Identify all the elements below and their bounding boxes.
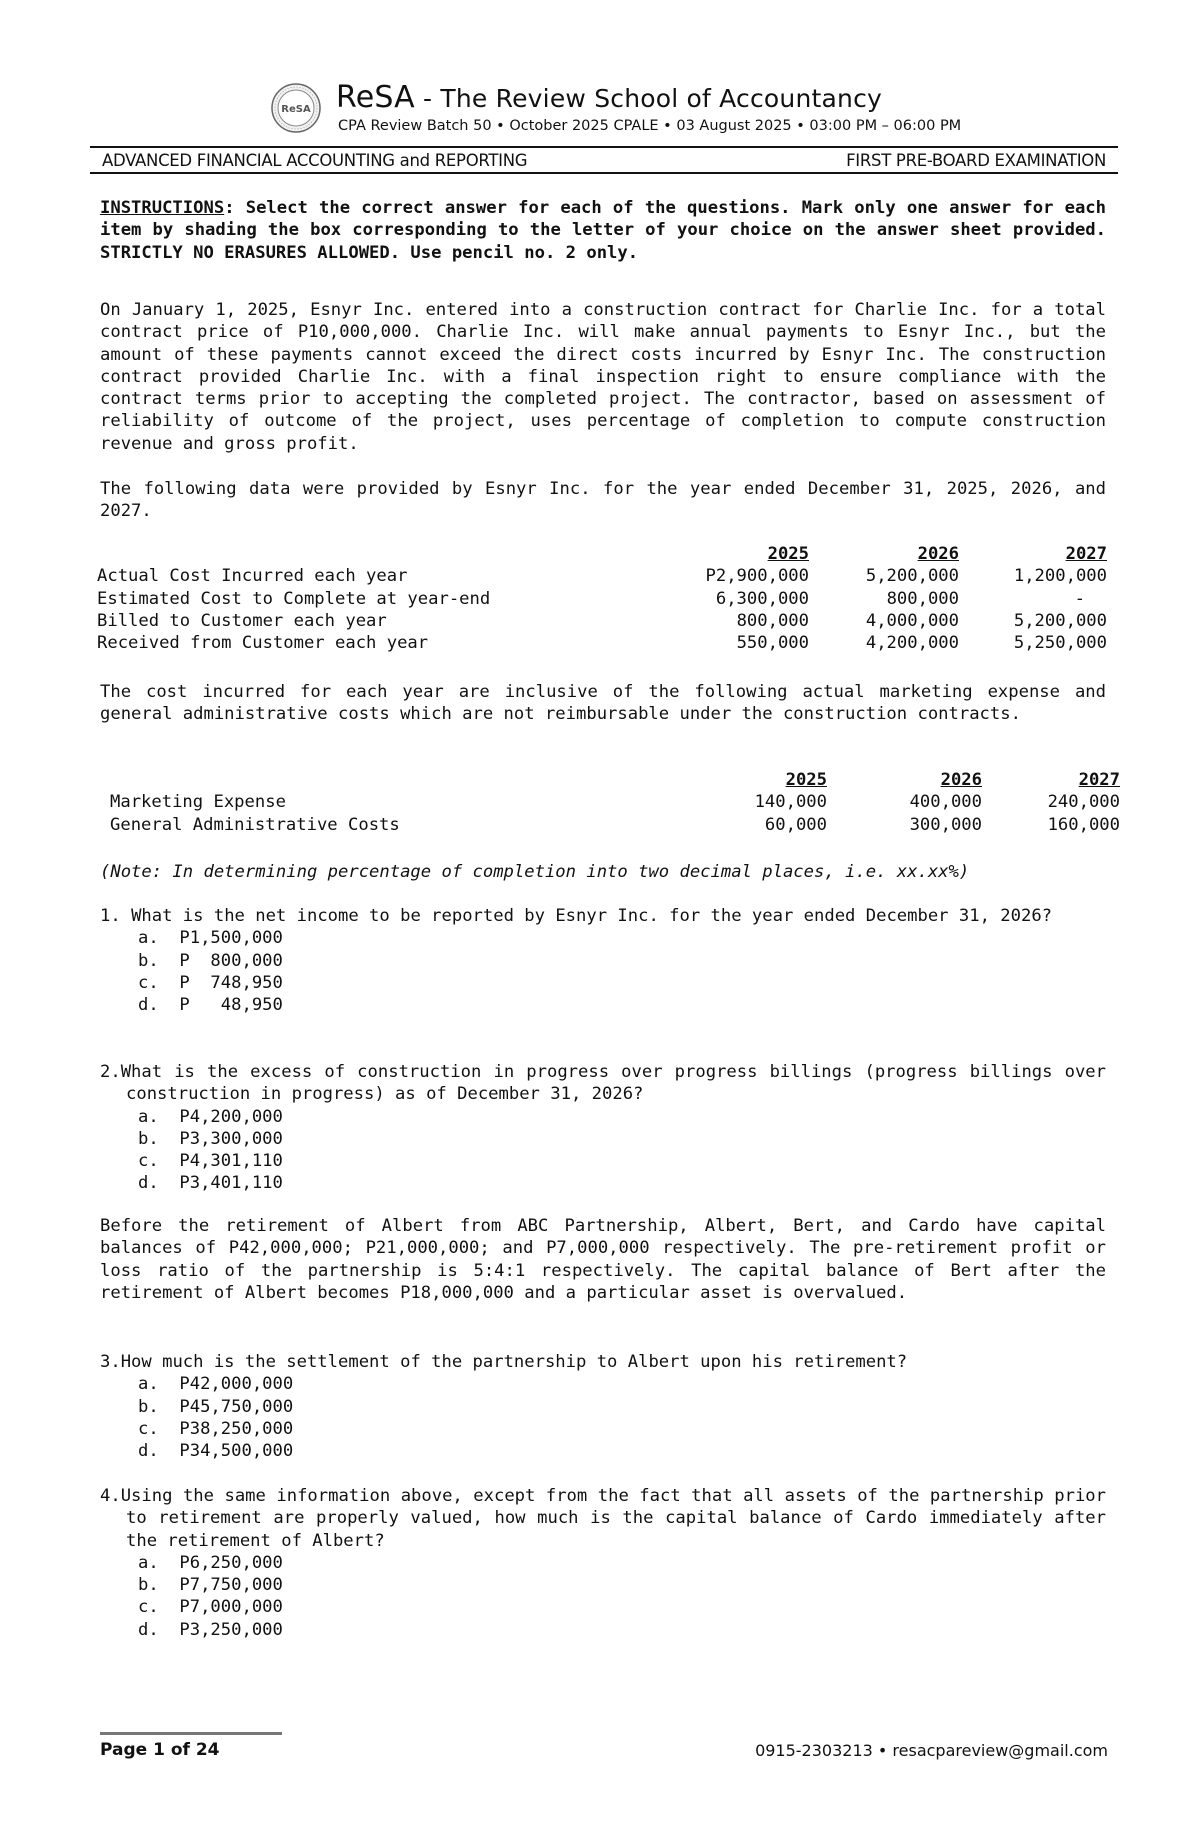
cost-data-table bbox=[97, 543, 1107, 654]
answer-option: b. P45,750,000 bbox=[138, 1396, 294, 1417]
cell-value: 140,000 bbox=[754, 792, 827, 813]
answer-option: b. P3,300,000 bbox=[138, 1128, 283, 1149]
year-header: 2026 bbox=[940, 770, 982, 790]
cell-value: 6,300,000 bbox=[715, 588, 809, 609]
table-row bbox=[97, 632, 1107, 654]
answer-option: c. P 748,950 bbox=[138, 972, 283, 993]
subject-bar bbox=[90, 146, 1118, 174]
school-header bbox=[270, 80, 1030, 140]
cell-value: 1,200,000 bbox=[1013, 566, 1107, 587]
case2-intro: Before the retirement of Albert from ABC Partnership, Albert, Bert, and Cardo have capital balances of P42,000,000; P21,000,000; and P7,000,000 respectively. The pre-retirement profit or loss ratio of the partnership is 5:4:1 respectively. The capital balance of Bert after the retirement of Albert becomes P18,000,000 and a particular asset is overvalued. bbox=[100, 1216, 1106, 1303]
question-2 bbox=[100, 1061, 1106, 1195]
answer-option: a. P42,000,000 bbox=[138, 1374, 294, 1395]
question-number: 1. bbox=[100, 906, 121, 926]
answer-option: c. P4,301,110 bbox=[138, 1151, 283, 1172]
footer-contact: 0915-2303213 • resacpareview@gmail.com bbox=[755, 1741, 1108, 1760]
year-header: 2025 bbox=[785, 770, 827, 790]
table-header-row bbox=[97, 543, 1107, 565]
question-number: 2. bbox=[100, 1062, 121, 1082]
cell-value: 240,000 bbox=[1047, 792, 1120, 813]
cell-value: 4,000,000 bbox=[865, 610, 959, 631]
footer-rule bbox=[100, 1732, 282, 1735]
year-header: 2027 bbox=[1078, 770, 1120, 790]
question-text: Using the same information above, except from the fact that all assets of the partnership prior to retirement are properly valued, how much is the capital balance of Cardo immediately after the retirement of Albert? bbox=[120, 1486, 1106, 1551]
answer-options bbox=[100, 1106, 1106, 1195]
cell-value: 160,000 bbox=[1047, 814, 1120, 835]
answer-option: d. P3,250,000 bbox=[138, 1619, 283, 1640]
question-stem bbox=[100, 1061, 1106, 1106]
table-row bbox=[110, 814, 1120, 836]
answer-option: b. P 800,000 bbox=[138, 950, 283, 971]
exam-subline: CPA Review Batch 50 • October 2025 CPALE • 03 August 2025 • 03:00 PM – 06:00 PM bbox=[338, 118, 962, 134]
cell-value: 60,000 bbox=[764, 814, 827, 835]
question-stem bbox=[100, 1485, 1106, 1552]
question-text: What is the excess of construction in progress over progress billings (progress billings over construction in progress) as of December 31, 2026? bbox=[120, 1062, 1106, 1105]
expense-table bbox=[110, 769, 1120, 836]
school-brand: ReSA bbox=[336, 80, 415, 115]
answer-option: d. P 48,950 bbox=[138, 995, 283, 1016]
table-row bbox=[97, 565, 1107, 587]
question-4 bbox=[100, 1485, 1106, 1641]
question-3 bbox=[100, 1351, 1106, 1462]
year-header: 2025 bbox=[767, 544, 809, 564]
answer-option: c. P38,250,000 bbox=[138, 1418, 294, 1439]
subject-title: ADVANCED FINANCIAL ACCOUNTING and REPORTING bbox=[102, 151, 528, 170]
table-row bbox=[97, 588, 1107, 610]
row-label: Actual Cost Incurred each year bbox=[97, 566, 408, 587]
row-label: Estimated Cost to Complete at year-end bbox=[97, 588, 491, 609]
case1-intro: On January 1, 2025, Esnyr Inc. entered into a construction contract for Charlie Inc. for a total contract price of P10,000,000. Charlie Inc. will make annual payments to Esnyr Inc., but the amount of these payments cannot exceed the direct costs incurred by Esnyr Inc. The construction contract provided Charlie Inc. with a final inspection right to ensure compliance with the contract terms prior to accepting the completed project. The contractor, based on assessment of reliability of outcome of the project, uses percentage of completion to compute construction revenue and gross profit. bbox=[100, 300, 1106, 454]
row-label: Marketing Expense bbox=[110, 792, 286, 813]
school-seal-logo bbox=[270, 82, 322, 134]
instructions-text: : Select the correct answer for each of the questions. Mark only one answer for each item by shading the box corresponding to the letter of your choice on the answer sheet provided. STRICTLY NO ERASURES ALLOWED. Use pencil no. 2 only. bbox=[100, 198, 1106, 263]
answer-option: a. P4,200,000 bbox=[138, 1106, 283, 1127]
cell-value: 5,250,000 bbox=[1013, 633, 1107, 654]
answer-options bbox=[100, 1373, 1106, 1462]
question-text: What is the net income to be reported by Esnyr Inc. for the year ended December 31, 2026? bbox=[131, 906, 1053, 926]
school-full-name: - The Review School of Accountancy bbox=[414, 84, 883, 113]
school-name bbox=[336, 80, 882, 115]
percentage-note: (Note: In determining percentage of completion into two decimal places, i.e. xx.xx%) bbox=[100, 862, 970, 882]
question-text: How much is the settlement of the partnership to Albert upon his retirement? bbox=[120, 1352, 908, 1372]
cell-value: 5,200,000 bbox=[1013, 610, 1107, 631]
answer-option: a. P1,500,000 bbox=[138, 928, 283, 949]
case1-data-intro: The following data were provided by Esnyr Inc. for the year ended December 31, 2025, 2026, and 2027. bbox=[100, 479, 1106, 522]
table-row bbox=[110, 791, 1120, 813]
exam-title: FIRST PRE-BOARD EXAMINATION bbox=[846, 151, 1106, 170]
page-number: Page 1 of 24 bbox=[100, 1740, 220, 1760]
answer-option: b. P7,750,000 bbox=[138, 1575, 283, 1596]
instructions-label: INSTRUCTIONS bbox=[100, 198, 225, 218]
table-row bbox=[97, 610, 1107, 632]
question-stem bbox=[100, 1351, 1106, 1373]
cell-value: 300,000 bbox=[909, 814, 982, 835]
cell-value: P2,900,000 bbox=[705, 566, 809, 587]
answer-options bbox=[100, 927, 1106, 1016]
cell-value: 800,000 bbox=[736, 610, 809, 631]
cell-value: 400,000 bbox=[909, 792, 982, 813]
question-stem bbox=[100, 905, 1106, 927]
cell-value: 5,200,000 bbox=[865, 566, 959, 587]
instructions bbox=[100, 197, 1106, 264]
cost-note: The cost incurred for each year are inclusive of the following actual marketing expense and general administrative costs which are not reimbursable under the construction contracts. bbox=[100, 682, 1106, 725]
answer-option: d. P34,500,000 bbox=[138, 1441, 294, 1462]
table-header-row bbox=[110, 769, 1120, 791]
question-1 bbox=[100, 905, 1106, 1016]
svg-text:ReSA: ReSA bbox=[281, 104, 311, 115]
row-label: General Administrative Costs bbox=[110, 814, 400, 835]
answer-option: c. P7,000,000 bbox=[138, 1597, 283, 1618]
question-number: 3. bbox=[100, 1352, 121, 1372]
cell-value: 550,000 bbox=[736, 633, 809, 654]
answer-option: a. P6,250,000 bbox=[138, 1552, 283, 1573]
row-label: Billed to Customer each year bbox=[97, 610, 387, 631]
answer-options bbox=[100, 1552, 1106, 1641]
question-number: 4. bbox=[100, 1486, 121, 1506]
year-header: 2027 bbox=[1065, 544, 1107, 564]
cell-value: - bbox=[1074, 588, 1085, 609]
cell-value: 4,200,000 bbox=[865, 633, 959, 654]
cell-value: 800,000 bbox=[886, 588, 959, 609]
row-label: Received from Customer each year bbox=[97, 633, 429, 654]
answer-option: d. P3,401,110 bbox=[138, 1173, 283, 1194]
year-header: 2026 bbox=[917, 544, 959, 564]
